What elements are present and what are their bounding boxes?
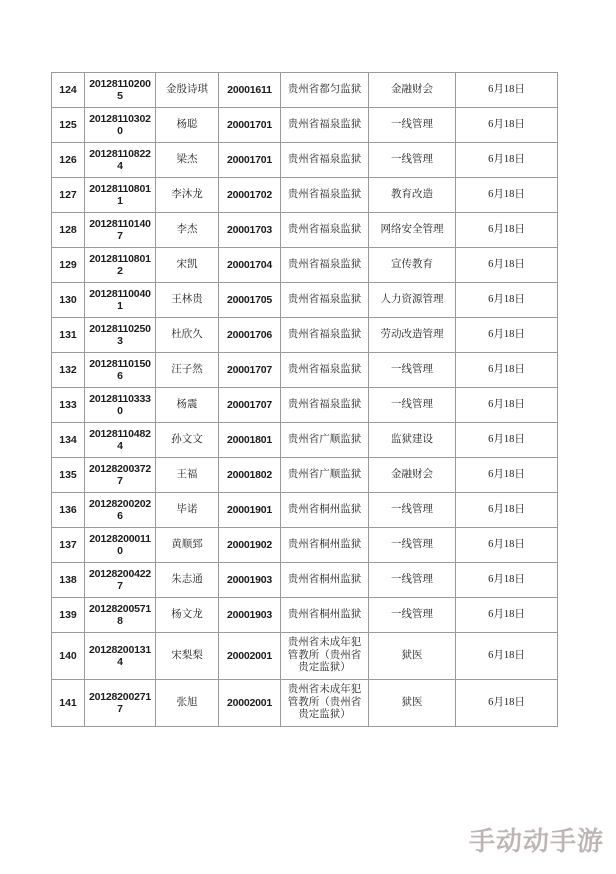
- cell-index: 140: [52, 633, 85, 680]
- cell-organization: 贵州省福泉监狱: [281, 388, 369, 423]
- table-row: [52, 598, 558, 633]
- cell-code: 20002001: [219, 680, 281, 727]
- cell-date: 6月18日: [456, 213, 558, 248]
- cell-id: 201282005718: [85, 598, 156, 633]
- cell-code: 20001706: [219, 318, 281, 353]
- cell-organization: 贵州省福泉监狱: [281, 248, 369, 283]
- cell-organization: 贵州省福泉监狱: [281, 213, 369, 248]
- cell-organization: 贵州省桐州监狱: [281, 598, 369, 633]
- cell-name: 杜欣久: [156, 318, 219, 353]
- cell-id: 201281108224: [85, 143, 156, 178]
- table-row: [52, 353, 558, 388]
- cell-id: 201281102005: [85, 73, 156, 108]
- cell-date: 6月18日: [456, 528, 558, 563]
- cell-code: 20001702: [219, 178, 281, 213]
- watermark: 手动动手游: [468, 827, 604, 857]
- table-row: [52, 493, 558, 528]
- table-row: [52, 528, 558, 563]
- cell-position: 教育改造: [369, 178, 456, 213]
- cell-name: 王福: [156, 458, 219, 493]
- table-row: [52, 73, 558, 108]
- cell-position: 一线管理: [369, 493, 456, 528]
- cell-name: 张旭: [156, 680, 219, 727]
- cell-date: 6月18日: [456, 353, 558, 388]
- cell-position: 一线管理: [369, 143, 456, 178]
- cell-name: 宋梨梨: [156, 633, 219, 680]
- cell-date: 6月18日: [456, 680, 558, 727]
- table-row: [52, 143, 558, 178]
- cell-date: 6月18日: [456, 108, 558, 143]
- roster-table: [51, 72, 558, 727]
- cell-id: 201281102503: [85, 318, 156, 353]
- cell-name: 孙文文: [156, 423, 219, 458]
- cell-index: 138: [52, 563, 85, 598]
- cell-organization: 贵州省福泉监狱: [281, 318, 369, 353]
- cell-index: 137: [52, 528, 85, 563]
- cell-name: 杨聪: [156, 108, 219, 143]
- table-row: [52, 680, 558, 727]
- cell-id: 201282000110: [85, 528, 156, 563]
- cell-id: 201282003727: [85, 458, 156, 493]
- cell-organization: 贵州省福泉监狱: [281, 353, 369, 388]
- cell-organization: 贵州省福泉监狱: [281, 178, 369, 213]
- cell-organization: 贵州省桐州监狱: [281, 493, 369, 528]
- cell-index: 126: [52, 143, 85, 178]
- cell-date: 6月18日: [456, 423, 558, 458]
- cell-code: 20001701: [219, 143, 281, 178]
- cell-code: 20001703: [219, 213, 281, 248]
- cell-id: 201282001314: [85, 633, 156, 680]
- cell-code: 20001611: [219, 73, 281, 108]
- cell-date: 6月18日: [456, 178, 558, 213]
- cell-position: 狱医: [369, 633, 456, 680]
- cell-id: 201282002026: [85, 493, 156, 528]
- cell-id: 201281104824: [85, 423, 156, 458]
- cell-index: 124: [52, 73, 85, 108]
- cell-position: 劳动改造管理: [369, 318, 456, 353]
- cell-organization: 贵州省广顺监狱: [281, 423, 369, 458]
- table-row: [52, 563, 558, 598]
- cell-date: 6月18日: [456, 458, 558, 493]
- cell-date: 6月18日: [456, 318, 558, 353]
- cell-id: 201281100401: [85, 283, 156, 318]
- cell-name: 毕诺: [156, 493, 219, 528]
- cell-id: 201281103020: [85, 108, 156, 143]
- cell-position: 一线管理: [369, 353, 456, 388]
- cell-position: 网络安全管理: [369, 213, 456, 248]
- cell-position: 一线管理: [369, 388, 456, 423]
- cell-name: 杨震: [156, 388, 219, 423]
- cell-organization: 贵州省都匀监狱: [281, 73, 369, 108]
- cell-code: 20001903: [219, 563, 281, 598]
- cell-code: 20001707: [219, 388, 281, 423]
- cell-position: 一线管理: [369, 108, 456, 143]
- cell-organization: 贵州省桐州监狱: [281, 563, 369, 598]
- cell-organization: 贵州省未成年犯管教所（贵州省贵定监狱）: [281, 633, 369, 680]
- cell-organization: 贵州省桐州监狱: [281, 528, 369, 563]
- cell-code: 20001705: [219, 283, 281, 318]
- cell-organization: 贵州省福泉监狱: [281, 143, 369, 178]
- cell-position: 狱医: [369, 680, 456, 727]
- cell-organization: 贵州省未成年犯管教所（贵州省贵定监狱）: [281, 680, 369, 727]
- cell-index: 130: [52, 283, 85, 318]
- cell-date: 6月18日: [456, 143, 558, 178]
- cell-code: 20001707: [219, 353, 281, 388]
- cell-date: 6月18日: [456, 563, 558, 598]
- cell-organization: 贵州省广顺监狱: [281, 458, 369, 493]
- table-row: [52, 388, 558, 423]
- cell-id: 201281103330: [85, 388, 156, 423]
- cell-date: 6月18日: [456, 598, 558, 633]
- cell-date: 6月18日: [456, 633, 558, 680]
- cell-code: 20001901: [219, 493, 281, 528]
- cell-position: 宣传教育: [369, 248, 456, 283]
- cell-index: 125: [52, 108, 85, 143]
- table-row: [52, 108, 558, 143]
- cell-code: 20002001: [219, 633, 281, 680]
- cell-code: 20001902: [219, 528, 281, 563]
- cell-id: 201281101506: [85, 353, 156, 388]
- cell-date: 6月18日: [456, 388, 558, 423]
- cell-name: 朱志通: [156, 563, 219, 598]
- table-row: [52, 213, 558, 248]
- cell-name: 梁杰: [156, 143, 219, 178]
- cell-index: 132: [52, 353, 85, 388]
- cell-index: 128: [52, 213, 85, 248]
- cell-name: 金殷诗琪: [156, 73, 219, 108]
- cell-code: 20001903: [219, 598, 281, 633]
- roster-table-container: [51, 72, 557, 727]
- cell-index: 127: [52, 178, 85, 213]
- cell-index: 131: [52, 318, 85, 353]
- table-row: [52, 423, 558, 458]
- cell-index: 141: [52, 680, 85, 727]
- table-row: [52, 633, 558, 680]
- cell-code: 20001801: [219, 423, 281, 458]
- cell-position: 一线管理: [369, 598, 456, 633]
- cell-position: 人力资源管理: [369, 283, 456, 318]
- cell-index: 134: [52, 423, 85, 458]
- cell-index: 133: [52, 388, 85, 423]
- cell-name: 李杰: [156, 213, 219, 248]
- cell-id: 201282002717: [85, 680, 156, 727]
- table-row: [52, 178, 558, 213]
- cell-name: 黄顺郅: [156, 528, 219, 563]
- cell-code: 20001704: [219, 248, 281, 283]
- cell-date: 6月18日: [456, 248, 558, 283]
- table-row: [52, 283, 558, 318]
- cell-id: 201282004227: [85, 563, 156, 598]
- cell-name: 宋凯: [156, 248, 219, 283]
- cell-position: 一线管理: [369, 528, 456, 563]
- cell-name: 汪子然: [156, 353, 219, 388]
- cell-position: 一线管理: [369, 563, 456, 598]
- cell-organization: 贵州省福泉监狱: [281, 108, 369, 143]
- cell-index: 135: [52, 458, 85, 493]
- cell-name: 李沐龙: [156, 178, 219, 213]
- cell-id: 201281108012: [85, 248, 156, 283]
- cell-position: 监狱建设: [369, 423, 456, 458]
- cell-id: 201281101407: [85, 213, 156, 248]
- cell-index: 139: [52, 598, 85, 633]
- cell-id: 201281108011: [85, 178, 156, 213]
- table-row: [52, 458, 558, 493]
- cell-index: 129: [52, 248, 85, 283]
- cell-position: 金融财会: [369, 458, 456, 493]
- cell-name: 王林贵: [156, 283, 219, 318]
- table-row: [52, 318, 558, 353]
- cell-date: 6月18日: [456, 283, 558, 318]
- cell-name: 杨文龙: [156, 598, 219, 633]
- cell-date: 6月18日: [456, 73, 558, 108]
- roster-table-body: [52, 73, 558, 727]
- cell-code: 20001701: [219, 108, 281, 143]
- cell-code: 20001802: [219, 458, 281, 493]
- cell-position: 金融财会: [369, 73, 456, 108]
- cell-date: 6月18日: [456, 493, 558, 528]
- cell-index: 136: [52, 493, 85, 528]
- cell-organization: 贵州省福泉监狱: [281, 283, 369, 318]
- table-row: [52, 248, 558, 283]
